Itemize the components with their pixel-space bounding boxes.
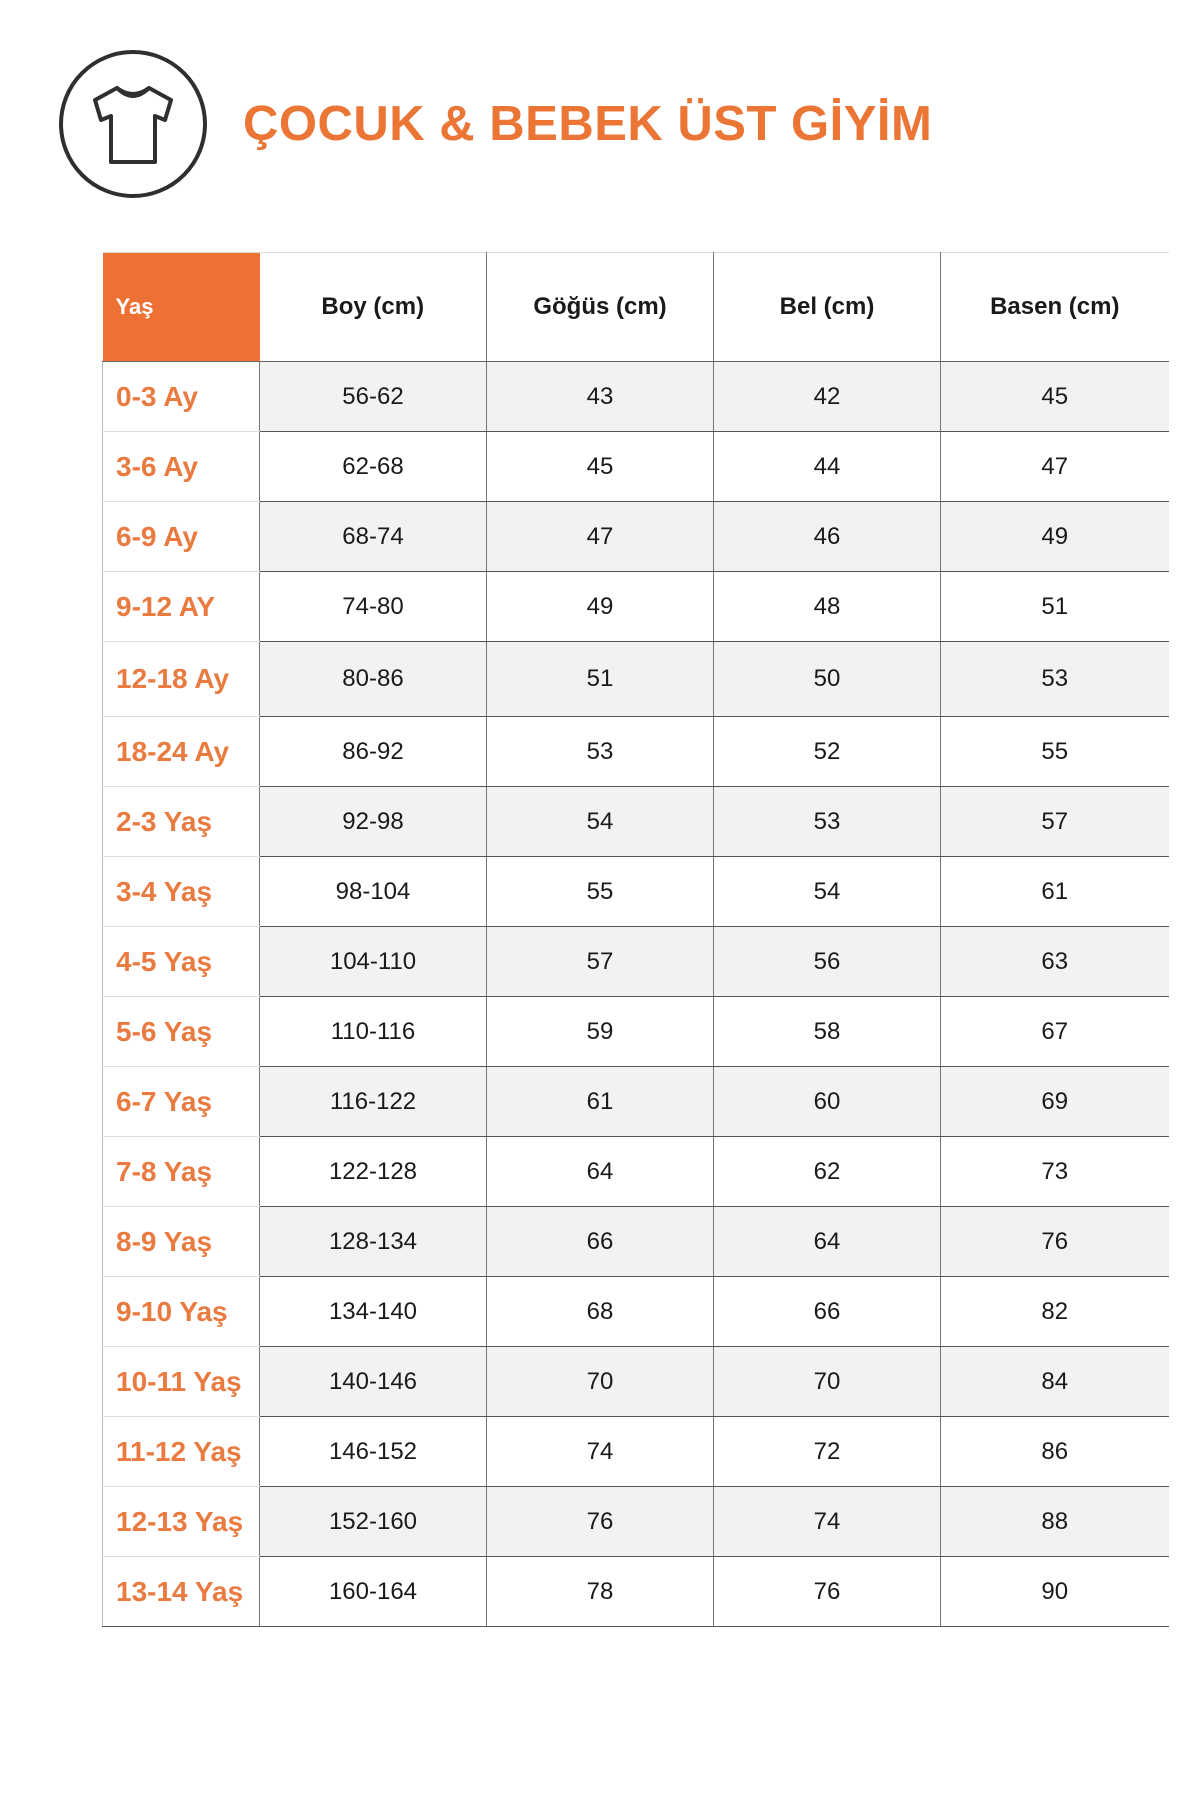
hip-cell: 57 bbox=[941, 787, 1169, 857]
table-header-row bbox=[103, 253, 1169, 362]
table-row bbox=[103, 1067, 1169, 1137]
chest-cell: 57 bbox=[487, 927, 714, 997]
table-row bbox=[103, 1557, 1169, 1627]
size-chart-table bbox=[102, 252, 1169, 1627]
hip-cell: 47 bbox=[941, 432, 1169, 502]
waist-cell: 60 bbox=[714, 1067, 941, 1137]
age-cell: 9-12 AY bbox=[103, 572, 260, 642]
age-cell: 7-8 Yaş bbox=[103, 1137, 260, 1207]
age-cell: 4-5 Yaş bbox=[103, 927, 260, 997]
page-header bbox=[0, 0, 1200, 240]
chest-cell: 70 bbox=[487, 1347, 714, 1417]
table-row bbox=[103, 1207, 1169, 1277]
height-cell: 56-62 bbox=[260, 362, 487, 432]
chest-cell: 66 bbox=[487, 1207, 714, 1277]
waist-cell: 53 bbox=[714, 787, 941, 857]
waist-cell: 66 bbox=[714, 1277, 941, 1347]
table-row bbox=[103, 642, 1169, 717]
height-cell: 80-86 bbox=[260, 642, 487, 717]
waist-cell: 44 bbox=[714, 432, 941, 502]
waist-cell: 70 bbox=[714, 1347, 941, 1417]
chest-cell: 55 bbox=[487, 857, 714, 927]
age-cell: 6-7 Yaş bbox=[103, 1067, 260, 1137]
chest-cell: 68 bbox=[487, 1277, 714, 1347]
age-cell: 11-12 Yaş bbox=[103, 1417, 260, 1487]
hip-cell: 49 bbox=[941, 502, 1169, 572]
chest-cell: 49 bbox=[487, 572, 714, 642]
column-header-height: Boy (cm) bbox=[260, 253, 487, 362]
hip-cell: 90 bbox=[941, 1557, 1169, 1627]
height-cell: 134-140 bbox=[260, 1277, 487, 1347]
waist-cell: 56 bbox=[714, 927, 941, 997]
chest-cell: 76 bbox=[487, 1487, 714, 1557]
table-row bbox=[103, 572, 1169, 642]
waist-cell: 42 bbox=[714, 362, 941, 432]
chest-cell: 45 bbox=[487, 432, 714, 502]
age-cell: 12-18 Ay bbox=[103, 642, 260, 717]
age-cell: 6-9 Ay bbox=[103, 502, 260, 572]
hip-cell: 67 bbox=[941, 997, 1169, 1067]
waist-cell: 72 bbox=[714, 1417, 941, 1487]
age-cell: 10-11 Yaş bbox=[103, 1347, 260, 1417]
column-header-waist: Bel (cm) bbox=[714, 253, 941, 362]
height-cell: 128-134 bbox=[260, 1207, 487, 1277]
waist-cell: 54 bbox=[714, 857, 941, 927]
chest-cell: 61 bbox=[487, 1067, 714, 1137]
table-row bbox=[103, 1487, 1169, 1557]
hip-cell: 55 bbox=[941, 717, 1169, 787]
height-cell: 86-92 bbox=[260, 717, 487, 787]
page-title: ÇOCUK & BEBEK ÜST GİYİM bbox=[243, 97, 933, 151]
chest-cell: 64 bbox=[487, 1137, 714, 1207]
hip-cell: 53 bbox=[941, 642, 1169, 717]
waist-cell: 64 bbox=[714, 1207, 941, 1277]
hip-cell: 88 bbox=[941, 1487, 1169, 1557]
hip-cell: 69 bbox=[941, 1067, 1169, 1137]
chest-cell: 47 bbox=[487, 502, 714, 572]
chest-cell: 78 bbox=[487, 1557, 714, 1627]
height-cell: 146-152 bbox=[260, 1417, 487, 1487]
chest-cell: 43 bbox=[487, 362, 714, 432]
table-row bbox=[103, 927, 1169, 997]
hip-cell: 76 bbox=[941, 1207, 1169, 1277]
waist-cell: 46 bbox=[714, 502, 941, 572]
chest-cell: 74 bbox=[487, 1417, 714, 1487]
height-cell: 160-164 bbox=[260, 1557, 487, 1627]
age-cell: 2-3 Yaş bbox=[103, 787, 260, 857]
age-cell: 8-9 Yaş bbox=[103, 1207, 260, 1277]
height-cell: 98-104 bbox=[260, 857, 487, 927]
hip-cell: 73 bbox=[941, 1137, 1169, 1207]
column-header-hip: Basen (cm) bbox=[941, 253, 1169, 362]
hip-cell: 61 bbox=[941, 857, 1169, 927]
age-cell: 12-13 Yaş bbox=[103, 1487, 260, 1557]
chest-cell: 54 bbox=[487, 787, 714, 857]
hip-cell: 51 bbox=[941, 572, 1169, 642]
height-cell: 116-122 bbox=[260, 1067, 487, 1137]
hip-cell: 86 bbox=[941, 1417, 1169, 1487]
height-cell: 104-110 bbox=[260, 927, 487, 997]
table-row bbox=[103, 717, 1169, 787]
tshirt-icon bbox=[59, 50, 207, 198]
chest-cell: 53 bbox=[487, 717, 714, 787]
table-row bbox=[103, 1417, 1169, 1487]
height-cell: 152-160 bbox=[260, 1487, 487, 1557]
age-cell: 3-4 Yaş bbox=[103, 857, 260, 927]
height-cell: 68-74 bbox=[260, 502, 487, 572]
column-header-age: Yaş bbox=[103, 253, 260, 362]
height-cell: 62-68 bbox=[260, 432, 487, 502]
hip-cell: 63 bbox=[941, 927, 1169, 997]
hip-cell: 82 bbox=[941, 1277, 1169, 1347]
height-cell: 92-98 bbox=[260, 787, 487, 857]
age-cell: 9-10 Yaş bbox=[103, 1277, 260, 1347]
table-row bbox=[103, 362, 1169, 432]
height-cell: 140-146 bbox=[260, 1347, 487, 1417]
table-row bbox=[103, 1347, 1169, 1417]
chest-cell: 51 bbox=[487, 642, 714, 717]
height-cell: 74-80 bbox=[260, 572, 487, 642]
table-row bbox=[103, 502, 1169, 572]
table-body bbox=[103, 362, 1169, 1627]
age-cell: 5-6 Yaş bbox=[103, 997, 260, 1067]
hip-cell: 84 bbox=[941, 1347, 1169, 1417]
waist-cell: 52 bbox=[714, 717, 941, 787]
age-cell: 13-14 Yaş bbox=[103, 1557, 260, 1627]
age-cell: 18-24 Ay bbox=[103, 717, 260, 787]
age-cell: 3-6 Ay bbox=[103, 432, 260, 502]
table-row bbox=[103, 857, 1169, 927]
waist-cell: 58 bbox=[714, 997, 941, 1067]
column-header-chest: Göğüs (cm) bbox=[487, 253, 714, 362]
waist-cell: 48 bbox=[714, 572, 941, 642]
waist-cell: 76 bbox=[714, 1557, 941, 1627]
table-row bbox=[103, 787, 1169, 857]
table-row bbox=[103, 432, 1169, 502]
table-row bbox=[103, 1277, 1169, 1347]
table-row bbox=[103, 997, 1169, 1067]
height-cell: 122-128 bbox=[260, 1137, 487, 1207]
height-cell: 110-116 bbox=[260, 997, 487, 1067]
age-cell: 0-3 Ay bbox=[103, 362, 260, 432]
waist-cell: 62 bbox=[714, 1137, 941, 1207]
chest-cell: 59 bbox=[487, 997, 714, 1067]
waist-cell: 50 bbox=[714, 642, 941, 717]
table-row bbox=[103, 1137, 1169, 1207]
hip-cell: 45 bbox=[941, 362, 1169, 432]
waist-cell: 74 bbox=[714, 1487, 941, 1557]
